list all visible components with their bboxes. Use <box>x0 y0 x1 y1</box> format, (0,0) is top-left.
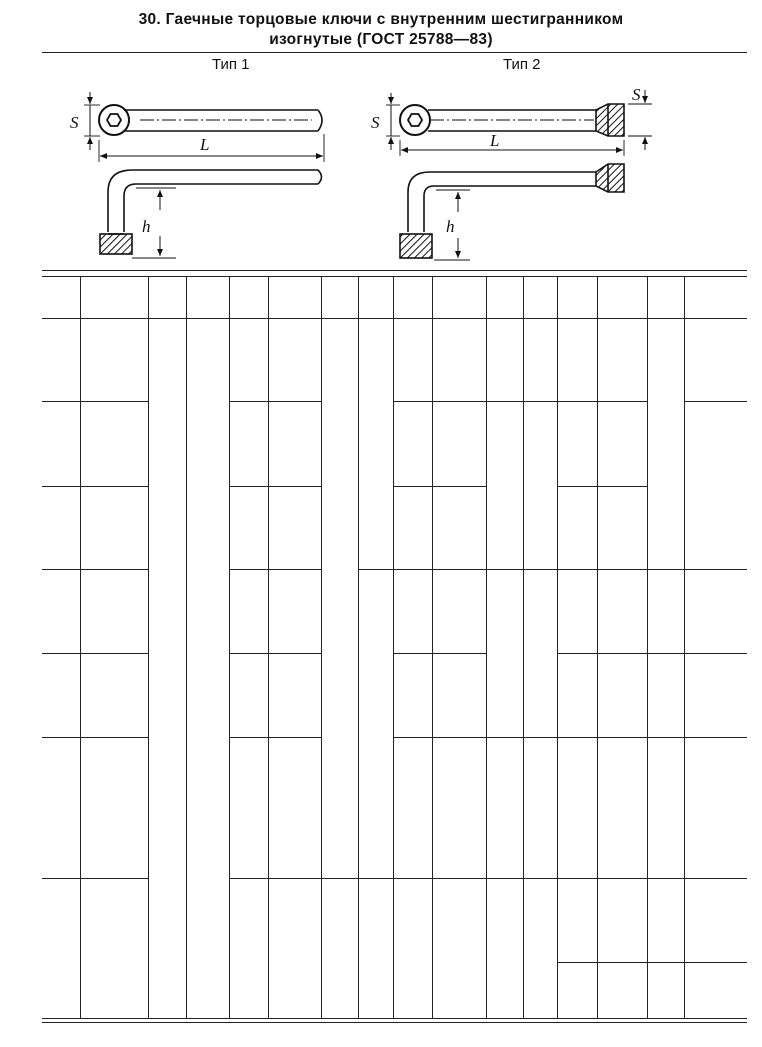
L-value-cell <box>523 569 558 737</box>
type2-label: Тип 2 <box>503 56 541 73</box>
type-cell <box>42 878 80 920</box>
h-value-cell <box>486 318 523 401</box>
h-value-cell <box>486 401 523 569</box>
type-cell <box>42 528 80 569</box>
column-header <box>647 276 684 318</box>
L-value-cell <box>684 962 747 1004</box>
column-header <box>148 276 186 318</box>
h-value-cell <box>486 737 523 878</box>
type-cell <box>394 611 432 653</box>
type-cell <box>394 401 432 444</box>
type-cell <box>230 444 268 486</box>
s-size-cell <box>432 401 486 444</box>
table-subtitle: изогнутые (ГОСТ 25788—83) <box>269 31 493 48</box>
h-value-cell <box>647 569 684 653</box>
s-size-cell <box>597 444 647 486</box>
L-value-cell <box>358 569 394 878</box>
type-cell <box>230 920 268 962</box>
type-cell <box>230 778 268 822</box>
s-size-cell <box>268 401 321 444</box>
dim-h-label-1: h <box>142 217 151 236</box>
type-cell <box>394 878 432 920</box>
type-cell <box>42 920 80 962</box>
L-value-cell <box>684 318 747 401</box>
s-size-cell <box>597 878 647 920</box>
s-size-cell <box>268 486 321 528</box>
s-size-cell <box>432 318 486 360</box>
s-size-cell <box>597 962 647 1004</box>
s-size-cell <box>80 611 148 653</box>
dim-h-label-2: h <box>446 217 455 236</box>
s-size-cell <box>597 360 647 401</box>
h-value-cell <box>486 569 523 737</box>
L-value-cell <box>523 401 558 569</box>
type-cell <box>42 486 80 528</box>
dim-L-label-1: L <box>200 135 210 154</box>
type-cell <box>558 694 597 737</box>
type-cell <box>42 360 80 401</box>
s-size-cell <box>268 360 321 401</box>
type-cell <box>558 920 597 962</box>
s-size-cell <box>268 878 321 920</box>
header-divider <box>597 276 598 318</box>
column-header <box>358 276 394 318</box>
s-size-cell <box>432 444 486 486</box>
s-size-cell <box>268 528 321 569</box>
type-cell <box>394 653 432 694</box>
row-separator <box>558 962 747 963</box>
type1-label: Тип 1 <box>212 56 250 73</box>
table-bottom-rule <box>42 1018 747 1019</box>
dim-s-label-2a: S <box>371 113 380 132</box>
column-header <box>230 276 268 318</box>
type-cell <box>230 878 268 920</box>
L-value-cell <box>523 878 558 962</box>
type-cell <box>42 737 80 778</box>
header-divider <box>358 276 359 318</box>
type-cell <box>558 528 597 569</box>
s-size-cell <box>268 653 321 694</box>
header-divider <box>684 276 685 318</box>
s-size-cell <box>80 920 148 962</box>
column-header <box>486 276 523 318</box>
type-cell <box>42 318 80 360</box>
h-value-cell <box>321 318 358 878</box>
s-size-cell <box>80 528 148 569</box>
s-size-cell <box>80 694 148 737</box>
column-header <box>597 276 647 318</box>
table-top-rule <box>42 270 747 271</box>
type-cell <box>394 528 432 569</box>
column-header <box>321 276 358 318</box>
h-value-cell <box>647 653 684 737</box>
type-cell <box>558 737 597 778</box>
s-size-cell <box>268 569 321 611</box>
dim-s-label-2b: S <box>632 85 641 104</box>
type-cell <box>558 778 597 822</box>
s-size-cell <box>597 694 647 737</box>
s-size-cell <box>597 528 647 569</box>
type-cell <box>558 653 597 694</box>
L-value-cell <box>523 318 558 401</box>
s-size-cell <box>597 778 647 822</box>
s-size-cell <box>268 611 321 653</box>
L-value-cell <box>186 318 230 962</box>
s-size-cell <box>268 318 321 360</box>
type-cell <box>230 401 268 444</box>
s-size-cell <box>432 360 486 401</box>
type1-side-view <box>100 170 322 258</box>
type-cell <box>394 360 432 401</box>
column-header <box>80 276 148 318</box>
s-size-cell <box>597 611 647 653</box>
s-size-cell <box>432 878 486 920</box>
L-value-cell <box>684 569 747 653</box>
type-cell <box>230 528 268 569</box>
s-size-cell <box>597 318 647 360</box>
type-cell <box>558 486 597 528</box>
h-value-cell <box>647 962 684 1004</box>
type2-side-view <box>400 164 624 260</box>
type-cell <box>230 653 268 694</box>
type-cell <box>42 653 80 694</box>
L-value-cell <box>684 878 747 962</box>
h-value-cell <box>486 878 523 962</box>
type-cell <box>394 694 432 737</box>
s-size-cell <box>80 737 148 778</box>
s-size-cell <box>432 778 486 822</box>
type-cell <box>558 360 597 401</box>
header-divider <box>523 276 524 318</box>
type-cell <box>394 486 432 528</box>
L-value-cell <box>684 401 747 569</box>
type-cell <box>394 737 432 778</box>
header-divider <box>647 276 648 318</box>
type-cell <box>230 569 268 611</box>
dim-L-label-2: L <box>490 131 500 150</box>
h-value-cell <box>647 878 684 962</box>
type-cell <box>230 318 268 360</box>
type-cell <box>394 920 432 962</box>
type-cell <box>394 318 432 360</box>
s-size-cell <box>80 318 148 360</box>
column-header <box>42 276 80 318</box>
type-cell <box>230 360 268 401</box>
header-divider <box>80 276 81 318</box>
s-size-cell <box>80 486 148 528</box>
L-value-cell <box>684 737 747 878</box>
s-size-cell <box>597 920 647 962</box>
header-divider <box>186 276 187 318</box>
type-cell <box>230 611 268 653</box>
type-cell <box>230 694 268 737</box>
column-header <box>268 276 321 318</box>
table-title: 30. Гаечные торцовые ключи с внутренним шестигранником <box>138 11 624 28</box>
type2-top-view <box>386 90 652 156</box>
h-value-cell <box>321 878 358 962</box>
header-divider <box>486 276 487 318</box>
s-size-cell <box>432 737 486 778</box>
s-size-cell <box>80 778 148 822</box>
s-size-cell <box>432 694 486 737</box>
type-cell <box>42 611 80 653</box>
s-size-cell <box>597 569 647 611</box>
s-size-cell <box>597 653 647 694</box>
type-cell <box>42 694 80 737</box>
s-size-cell <box>432 920 486 962</box>
type-cell <box>394 444 432 486</box>
L-value-cell <box>684 653 747 737</box>
column-header <box>394 276 432 318</box>
h-value-cell <box>647 737 684 878</box>
s-size-cell <box>597 486 647 528</box>
s-size-cell <box>80 878 148 920</box>
type-cell <box>42 569 80 611</box>
s-size-cell <box>80 401 148 444</box>
wrench-drawings <box>0 0 762 270</box>
s-size-cell <box>268 778 321 822</box>
column-header <box>186 276 230 318</box>
type-cell <box>558 444 597 486</box>
column-header <box>432 276 486 318</box>
L-value-cell <box>358 318 394 569</box>
h-value-cell <box>647 318 684 569</box>
type-cell <box>42 401 80 444</box>
column-header <box>558 276 597 318</box>
header-divider <box>321 276 322 318</box>
s-size-cell <box>268 444 321 486</box>
type-cell <box>230 737 268 778</box>
s-size-cell <box>268 920 321 962</box>
type-cell <box>558 611 597 653</box>
s-size-cell <box>597 401 647 444</box>
type-cell <box>230 486 268 528</box>
s-size-cell <box>597 737 647 778</box>
s-size-cell <box>432 528 486 569</box>
type-cell <box>42 444 80 486</box>
s-size-cell <box>432 486 486 528</box>
header-divider <box>148 276 149 318</box>
type-cell <box>558 401 597 444</box>
s-size-cell <box>80 653 148 694</box>
L-value-cell <box>358 878 394 962</box>
type-cell <box>394 569 432 611</box>
dim-s-label-1: S <box>70 113 79 132</box>
header-divider <box>268 276 269 318</box>
s-size-cell <box>432 611 486 653</box>
type-cell <box>558 962 597 1004</box>
s-size-cell <box>432 653 486 694</box>
s-size-cell <box>432 569 486 611</box>
s-size-cell <box>268 737 321 778</box>
header-divider <box>432 276 433 318</box>
type-cell <box>558 569 597 611</box>
type-cell <box>558 318 597 360</box>
table-bottom-rule-2 <box>42 1022 747 1023</box>
L-value-cell <box>523 737 558 878</box>
s-size-cell <box>80 360 148 401</box>
type-cell <box>394 778 432 822</box>
s-size-cell <box>80 569 148 611</box>
column-header <box>684 276 747 318</box>
type-cell <box>558 878 597 920</box>
type-cell <box>42 778 80 822</box>
s-size-cell <box>268 694 321 737</box>
column-header <box>523 276 558 318</box>
s-size-cell <box>80 444 148 486</box>
h-value-cell <box>148 318 186 962</box>
